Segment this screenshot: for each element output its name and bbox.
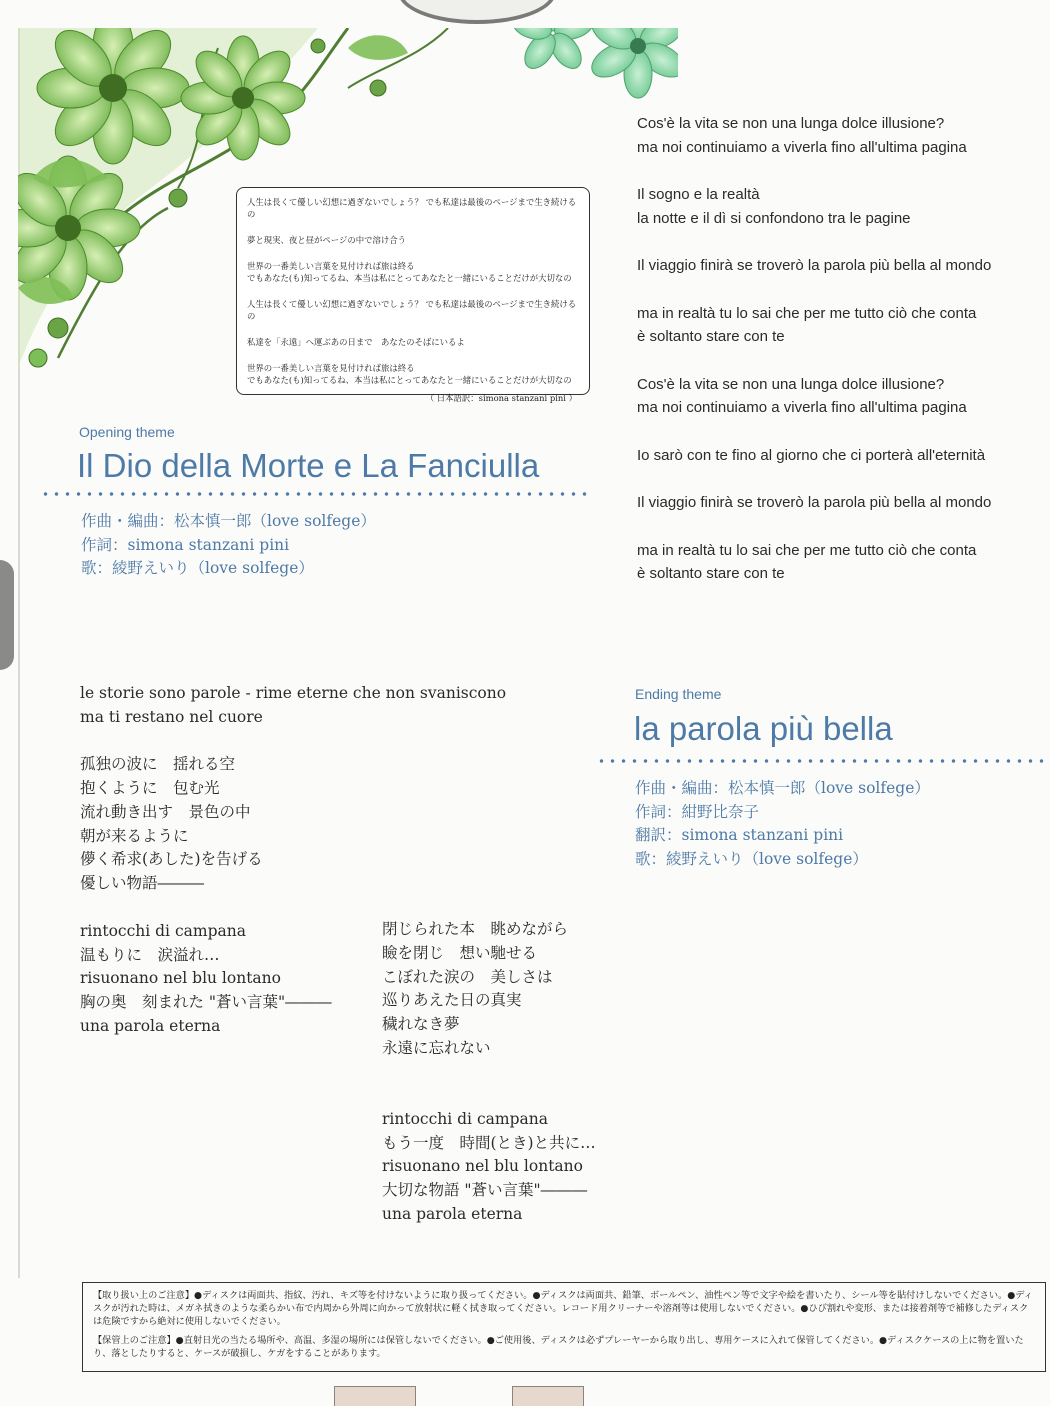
ending-lyrics-right	[382, 918, 596, 1250]
opening-lyrics	[637, 112, 991, 610]
lyric-line: 巡りあえた日の真実	[382, 991, 522, 1010]
credit-line: 作曲・編曲：松本慎一郎（love solfege）	[635, 779, 930, 797]
lyric-line: 流れ動き出す 景色の中	[80, 802, 251, 821]
lyric-line: Il sogno e la realtà	[637, 186, 760, 204]
illustration-fragment	[334, 1386, 416, 1406]
handling-notice: 【取り扱い上のご注意】●ディスクは両面共、指紋、汚れ、キズ等を付けないように取り扱ってください。●ディスクは両面共、鉛筆、ボールペン、油性ペン等で文字や絵を書いたり、シール等を貼付けしないでください。●ディスクが汚れた時は、メガネ拭きのような柔らかい布で内周から外周に向かって放射状に軽く拭き取ってください。レコード用クリーナーや溶剤等は使用しないでください。●ひび割れや変形、または接着剤等で補修したディスクは危険ですから絶対に使用しないでください。	[93, 1290, 1033, 1327]
lyric-stanza	[382, 1108, 596, 1227]
opening-credits	[81, 510, 376, 581]
lyric-line: 朝が来るように	[80, 826, 189, 845]
ending-credits	[635, 777, 930, 871]
lyric-line: 閉じられた本 眺めながら	[382, 920, 569, 938]
lyric-line: rintocchi di campana	[80, 921, 246, 940]
credit-line: 作詞：simona stanzani pini	[81, 535, 290, 554]
disc-shadow	[0, 560, 14, 670]
dotted-divider	[596, 759, 1046, 763]
lyric-line: ma noi continuiamo a viverla fino all'ultima pagina	[637, 138, 967, 156]
storage-notice: 【保管上のご注意】●直射日光の当たる場所や、高温、多湿の場所には保管しないでください。●ご使用後、ディスクは必ずプレーヤーから取り出し、専用ケースに入れて保管してください。●ディスクケースの上に物を置いたり、落としたりすると、ケースが破損し、ケガをすることがあります。	[93, 1335, 1024, 1359]
translation-line: 夢と現実、夜と昼がページの中で溶け合う	[247, 235, 406, 245]
lyric-line: 大切な物語 "蒼い言葉"―――	[382, 1181, 588, 1200]
credit-line: 作詞：紺野比奈子	[635, 802, 760, 821]
cosmos-flower	[509, 28, 596, 74]
lyric-line: le storie sono parole - rime eterne che non svaniscono	[80, 684, 507, 702]
lyric-stanza	[637, 539, 991, 586]
translation-credit: （ 日本語訳：simona stanzani pini ）	[425, 393, 577, 403]
lyric-line: rintocchi di campana	[382, 1109, 548, 1128]
disc-edge-decoration	[398, 0, 556, 24]
lyric-line: 瞼を閉じ 想い馳せる	[382, 943, 538, 962]
translation-line: 人生は長くて優しい幻想に過ぎないでしょう？ でも私達は最後のページまで生き続けるの	[247, 197, 577, 219]
lyric-line: Cos'è la vita se non una lunga dolce illusione?	[637, 115, 945, 132]
lyric-stanza	[637, 491, 991, 515]
lyric-line: 温もりに 涙溢れ…	[80, 945, 220, 964]
cosmos-flower	[181, 36, 305, 160]
lyric-line: もう一度 時間(とき)と共に…	[382, 1133, 596, 1152]
lyric-stanza	[637, 302, 991, 349]
illustration-fragment	[512, 1386, 584, 1406]
disc-care-notice	[82, 1282, 1046, 1372]
credit-line: 歌：綾野えいり（love solfege）	[635, 849, 868, 868]
lyric-line: ma ti restano nel cuore	[80, 707, 263, 726]
lyric-line: ma in realtà tu lo sai che per me tutto ciò che conta	[637, 304, 977, 322]
lyric-line: risuonano nel blu lontano	[80, 969, 281, 988]
lyric-line: è soltanto stare con te	[637, 565, 785, 583]
translation-line: 世界の一番美しい言葉を見付ければ旅は終る でもあなた(も)知ってるね、本当は私にとってあなたと一緒にいることだけが大切なの	[247, 363, 572, 385]
translation-line: 世界の一番美しい言葉を見付ければ旅は終る でもあなた(も)知ってるね、本当は私にとってあなたと一緒にいることだけが大切なの	[247, 261, 572, 283]
japanese-translation-box	[236, 187, 590, 403]
translation-line: 私達を「永遠」へ運ぶあの日まで あなたのそばにいるよ	[247, 337, 465, 347]
credit-line: 作曲・編曲：松本慎一郎（love solfege）	[81, 512, 376, 530]
lyric-stanza	[637, 373, 991, 420]
lyric-line: 永遠に忘れない	[382, 1038, 491, 1057]
lyric-line: 穢れなき夢	[382, 1015, 460, 1034]
lyric-line: 優しい物語―――	[80, 874, 205, 893]
lyric-stanza	[637, 254, 991, 278]
lyric-stanza	[382, 918, 596, 1061]
lyric-line: una parola eterna	[80, 1016, 221, 1035]
lyric-line: 孤独の波に 揺れる空	[80, 755, 236, 774]
credit-line: 翻訳：simona stanzani pini	[635, 826, 844, 844]
lyric-stanza	[637, 112, 991, 159]
dotted-divider	[40, 492, 592, 496]
lyric-line: una parola eterna	[382, 1204, 523, 1223]
ending-theme-label: Ending theme	[635, 686, 722, 702]
lyric-line: ma in realtà tu lo sai che per me tutto ciò che conta	[637, 541, 977, 559]
lyric-line: Il viaggio finirà se troverò la parola più bella al mondo	[637, 494, 992, 512]
lyric-line: Il viaggio finirà se troverò la parola più bella al mondo	[637, 257, 992, 275]
translation-line: 人生は長くて優しい幻想に過ぎないでしょう？ でも私達は最後のページまで生き続けるの	[247, 299, 577, 321]
lyric-line: risuonano nel blu lontano	[382, 1157, 583, 1176]
lyric-line: 胸の奥 刻まれた "蒼い言葉"―――	[80, 993, 332, 1012]
lyric-stanza	[80, 682, 506, 730]
lyric-line: Cos'è la vita se non una lunga dolce illusione?	[637, 375, 945, 393]
lyric-line: la notte e il dì si confondono tra le pagine	[637, 209, 911, 227]
lyric-stanza	[637, 444, 991, 468]
lyric-stanza	[80, 753, 506, 896]
opening-theme-title: Il Dio della Morte e La Fanciulla	[77, 447, 540, 484]
lyric-line: こぼれた涙の 美しさは	[382, 967, 553, 986]
lyric-line: ma noi continuiamo a viverla fino all'ultima pagina	[637, 399, 967, 417]
cosmos-flower	[586, 28, 678, 98]
opening-theme-label: Opening theme	[79, 424, 175, 440]
lyric-stanza	[637, 183, 991, 230]
lyric-line: è soltanto stare con te	[637, 328, 785, 346]
lyric-line: Io sarò con te fino al giorno che ci porterà all'eternità	[637, 446, 986, 464]
lyric-line: 抱くように 包む光	[80, 779, 220, 798]
ending-theme-title: la parola più bella	[634, 710, 893, 747]
lyric-line: 儚く希求(あした)を告げる	[80, 850, 263, 869]
credit-line: 歌：綾野えいり（love solfege）	[81, 559, 314, 577]
